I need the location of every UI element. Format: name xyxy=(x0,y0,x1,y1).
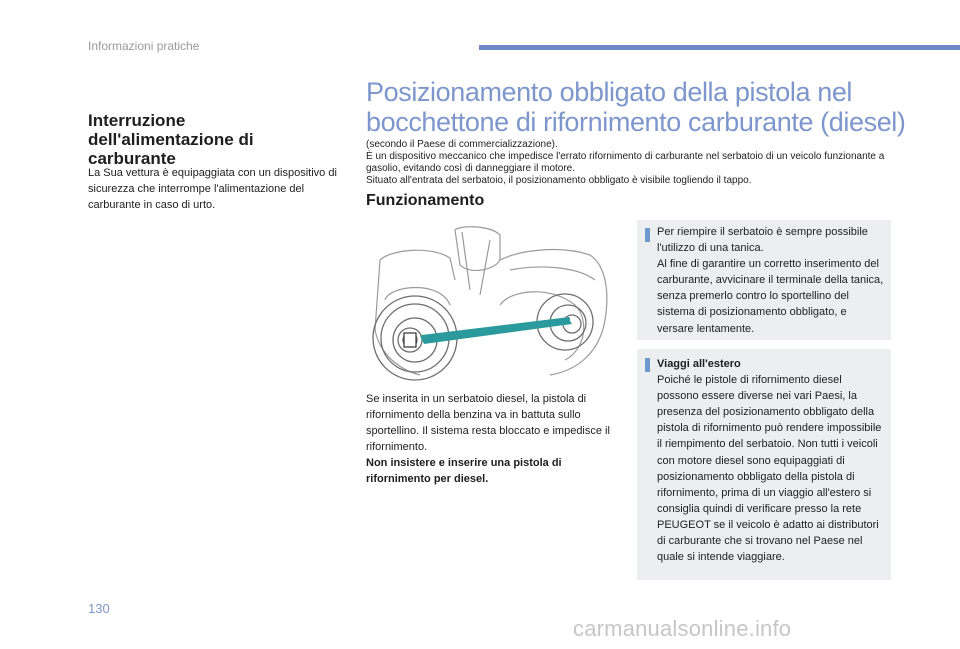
page-number: 130 xyxy=(88,601,110,616)
note-text: Poiché le pistole di rifornimento diesel possono essere diverse nei vari Paesi, la presenza del posizionamento obbligato della pistola di rifornimento può rendere impossibile il riempimento del serbatoio. Non tutti i veicoli con motore diesel sono equipaggiati di posizionamento obbligato della pistola di rifornimento, prima di un viaggio all'estero si consiglia quindi di verificare presso la rete PEUGEOT se il veicolo è adatto ai distributori di carburante che si trovano nel Paese nel quale si intende viaggiare. xyxy=(657,374,882,564)
function-description xyxy=(366,391,616,487)
main-section-title: Posizionamento obbligato della pistola nel bocchettone di rifornimento carburante (diesel) xyxy=(366,77,906,137)
info-note-travel xyxy=(637,349,891,580)
desc-line: Situato all'entrata del serbatoio, il posizionamento obbligato è visibile togliendo il tappo. xyxy=(366,175,752,186)
desc-line: È un dispositivo meccanico che impedisce l'errato rifornimento di carburante nel serbatoio di un veicolo funzionante a gasolio, evitando così di danneggiare il motore. xyxy=(366,151,885,174)
left-section-title: Interruzione dell'alimentazione di carburante xyxy=(88,111,254,168)
function-warning: Non insistere e inserire una pistola di rifornimento per diesel. xyxy=(366,457,562,485)
desc-line: (secondo il Paese di commercializzazione). xyxy=(366,139,558,150)
note-marker-icon xyxy=(645,228,650,242)
function-text: Se inserita in un serbatoio diesel, la pistola di rifornimento della benzina va in battuta sullo sportellino. Il sistema resta bloccato e impedisce il rifornimento. xyxy=(366,393,610,453)
left-section-body: La Sua vettura è equipaggiata con un dispositivo di sicurezza che interrompe l'alimentazione del carburante in caso di urto. xyxy=(88,167,337,211)
note-marker-icon xyxy=(645,358,650,372)
fuel-filler-illustration xyxy=(360,220,620,390)
note-line: Al fine di garantire un corretto inserimento del carburante, avvicinare il terminale della tanica, senza premerlo contro lo sportellino del sistema di posizionamento obbligato, e versare lentamente. xyxy=(657,258,884,335)
watermark: carmanualsonline.info xyxy=(573,616,792,641)
note-heading: Viaggi all'estero xyxy=(657,358,741,370)
main-description xyxy=(366,139,911,187)
function-section-title: Funzionamento xyxy=(366,192,485,209)
section-label: Informazioni pratiche xyxy=(88,39,200,53)
header-accent-bar xyxy=(479,45,960,50)
info-note-canister xyxy=(637,220,891,340)
note-line: Per riempire il serbatoio è sempre possibile l'utilizzo di una tanica. xyxy=(657,226,868,255)
